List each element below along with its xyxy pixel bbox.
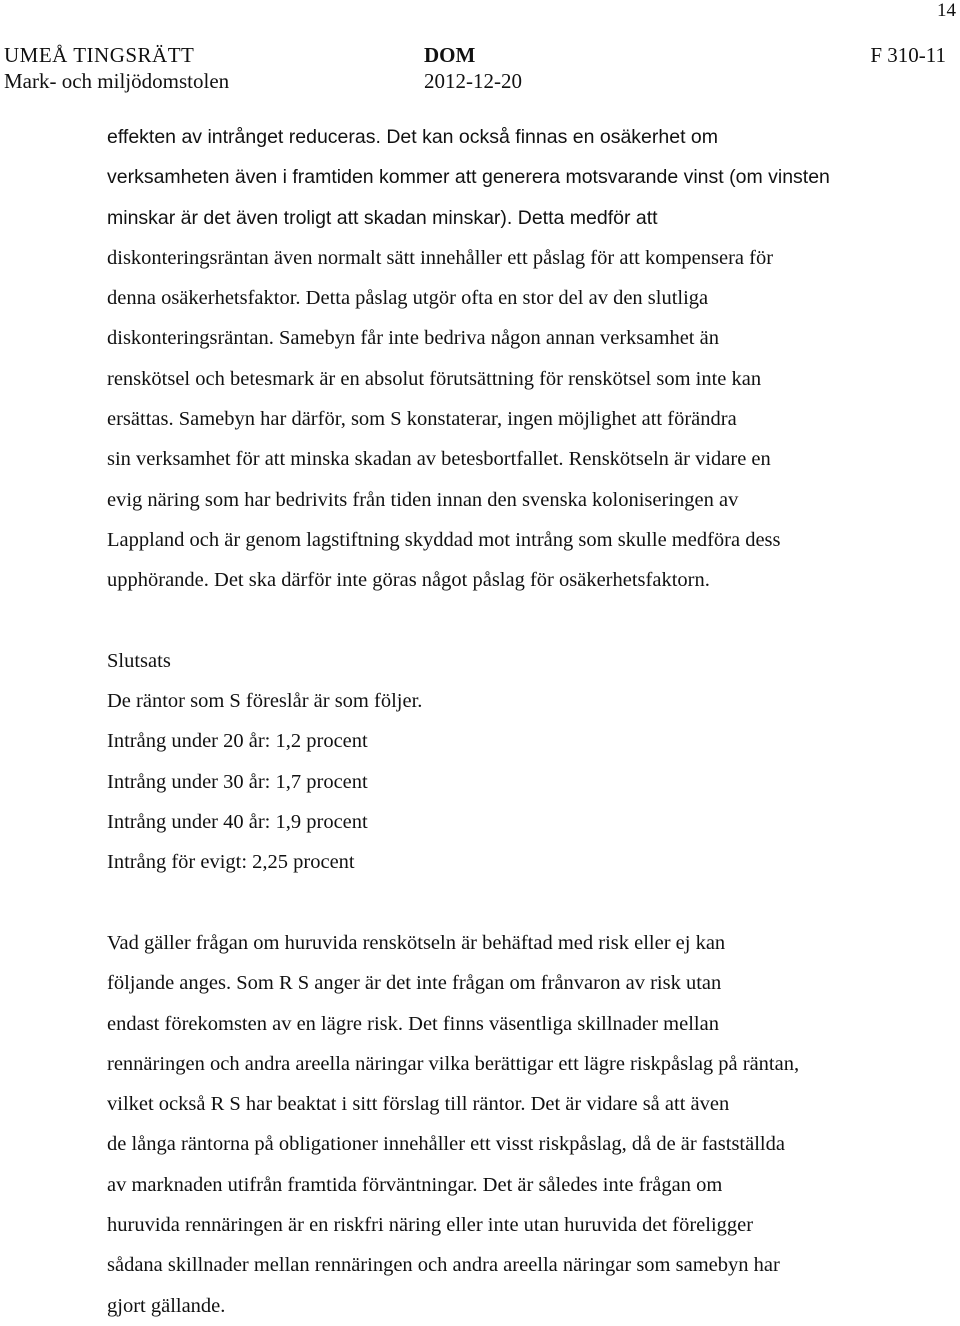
paragraph-risk-premium [107,117,907,601]
text-line: sådana skillnader mellan rennäringen och andra areella näringar som samebyn har [107,1254,780,1277]
section-heading: Slutsats [107,649,171,672]
paragraph-gap [107,601,907,641]
conclusion-intro: De räntor som S föreslår är som följer. [107,690,423,713]
paragraph-risk-assessment [107,923,907,1326]
text-line: verksamheten även i framtiden kommer att generera motsvarande vinst (om vinsten [107,166,830,189]
page-number: 14 [937,0,956,21]
text-line: effekten av intrånget reduceras. Det kan också finnas en osäkerhet om [107,126,718,148]
rate-item: Intrång för evigt: 2,25 procent [107,851,355,874]
document-type: DOM [424,43,476,67]
document-header [0,42,960,100]
text-line: av marknaden utifrån framtida förväntningar. Det är således inte frågan om [107,1173,723,1196]
text-line: sin verksamhet för att minska skadan av betesbortfallet. Renskötseln är vidare en [107,448,771,471]
court-division: Mark- och miljödomstolen [4,69,230,93]
text-line: ersättas. Samebyn har därför, som S konstaterar, ingen möjlighet att förändra [107,408,737,431]
court-name: UMEÅ TINGSRÄTT [4,43,195,67]
paragraph-gap [107,883,907,923]
rate-item: Intrång under 30 år: 1,7 procent [107,770,368,793]
text-line: rennäringen och andra areella näringar vilka berättigar ett lägre riskpåslag på räntan, [107,1052,800,1075]
text-line: denna osäkerhetsfaktor. Detta påslag utgör ofta en stor del av den slutliga [107,287,709,310]
case-number: F 310-11 [870,43,946,67]
text-line: vilket också R S har beaktat i sitt förslag till räntor. Det är vidare så att även [107,1093,730,1116]
rate-item: Intrång under 40 år: 1,9 procent [107,811,368,834]
text-line: Lappland och är genom lagstiftning skyddad mot intrång som skulle medföra dess [107,528,781,551]
text-line: endast förekomsten av en lägre risk. Det finns väsentliga skillnader mellan [107,1012,719,1035]
text-line: minskar är det även troligt att skadan minskar). Detta medför att [107,206,658,229]
text-line: följande anges. Som R S anger är det inte frågan om frånvaron av risk utan [107,972,722,995]
text-line: diskonteringsräntan även normalt sätt innehåller ett påslag för att kompensera för [107,246,774,269]
text-line: gjort gällande. [107,1294,226,1317]
text-line: diskonteringsräntan. Samebyn får inte bedriva någon annan verksamhet än [107,327,719,350]
text-line: upphörande. Det ska därför inte göras något påslag för osäkerhetsfaktorn. [107,569,710,592]
text-line: huruvida rennäringen är en riskfri näring eller inte utan huruvida det föreligger [107,1214,754,1237]
text-line: evig näring som har bedrivits från tiden innan den svenska koloniseringen av [107,488,739,511]
rate-item: Intrång under 20 år: 1,2 procent [107,730,368,753]
text-line: renskötsel och betesmark är en absolut förutsättning för renskötsel som inte kan [107,367,762,390]
conclusion-section [107,641,907,883]
text-line: de långa räntorna på obligationer innehåller ett visst riskpåslag, då de är fastställda [107,1133,785,1156]
document-date: 2012-12-20 [424,69,522,93]
document-body [107,117,907,1326]
text-line: Vad gäller frågan om huruvida renskötseln är behäftad med risk eller ej kan [107,931,726,954]
